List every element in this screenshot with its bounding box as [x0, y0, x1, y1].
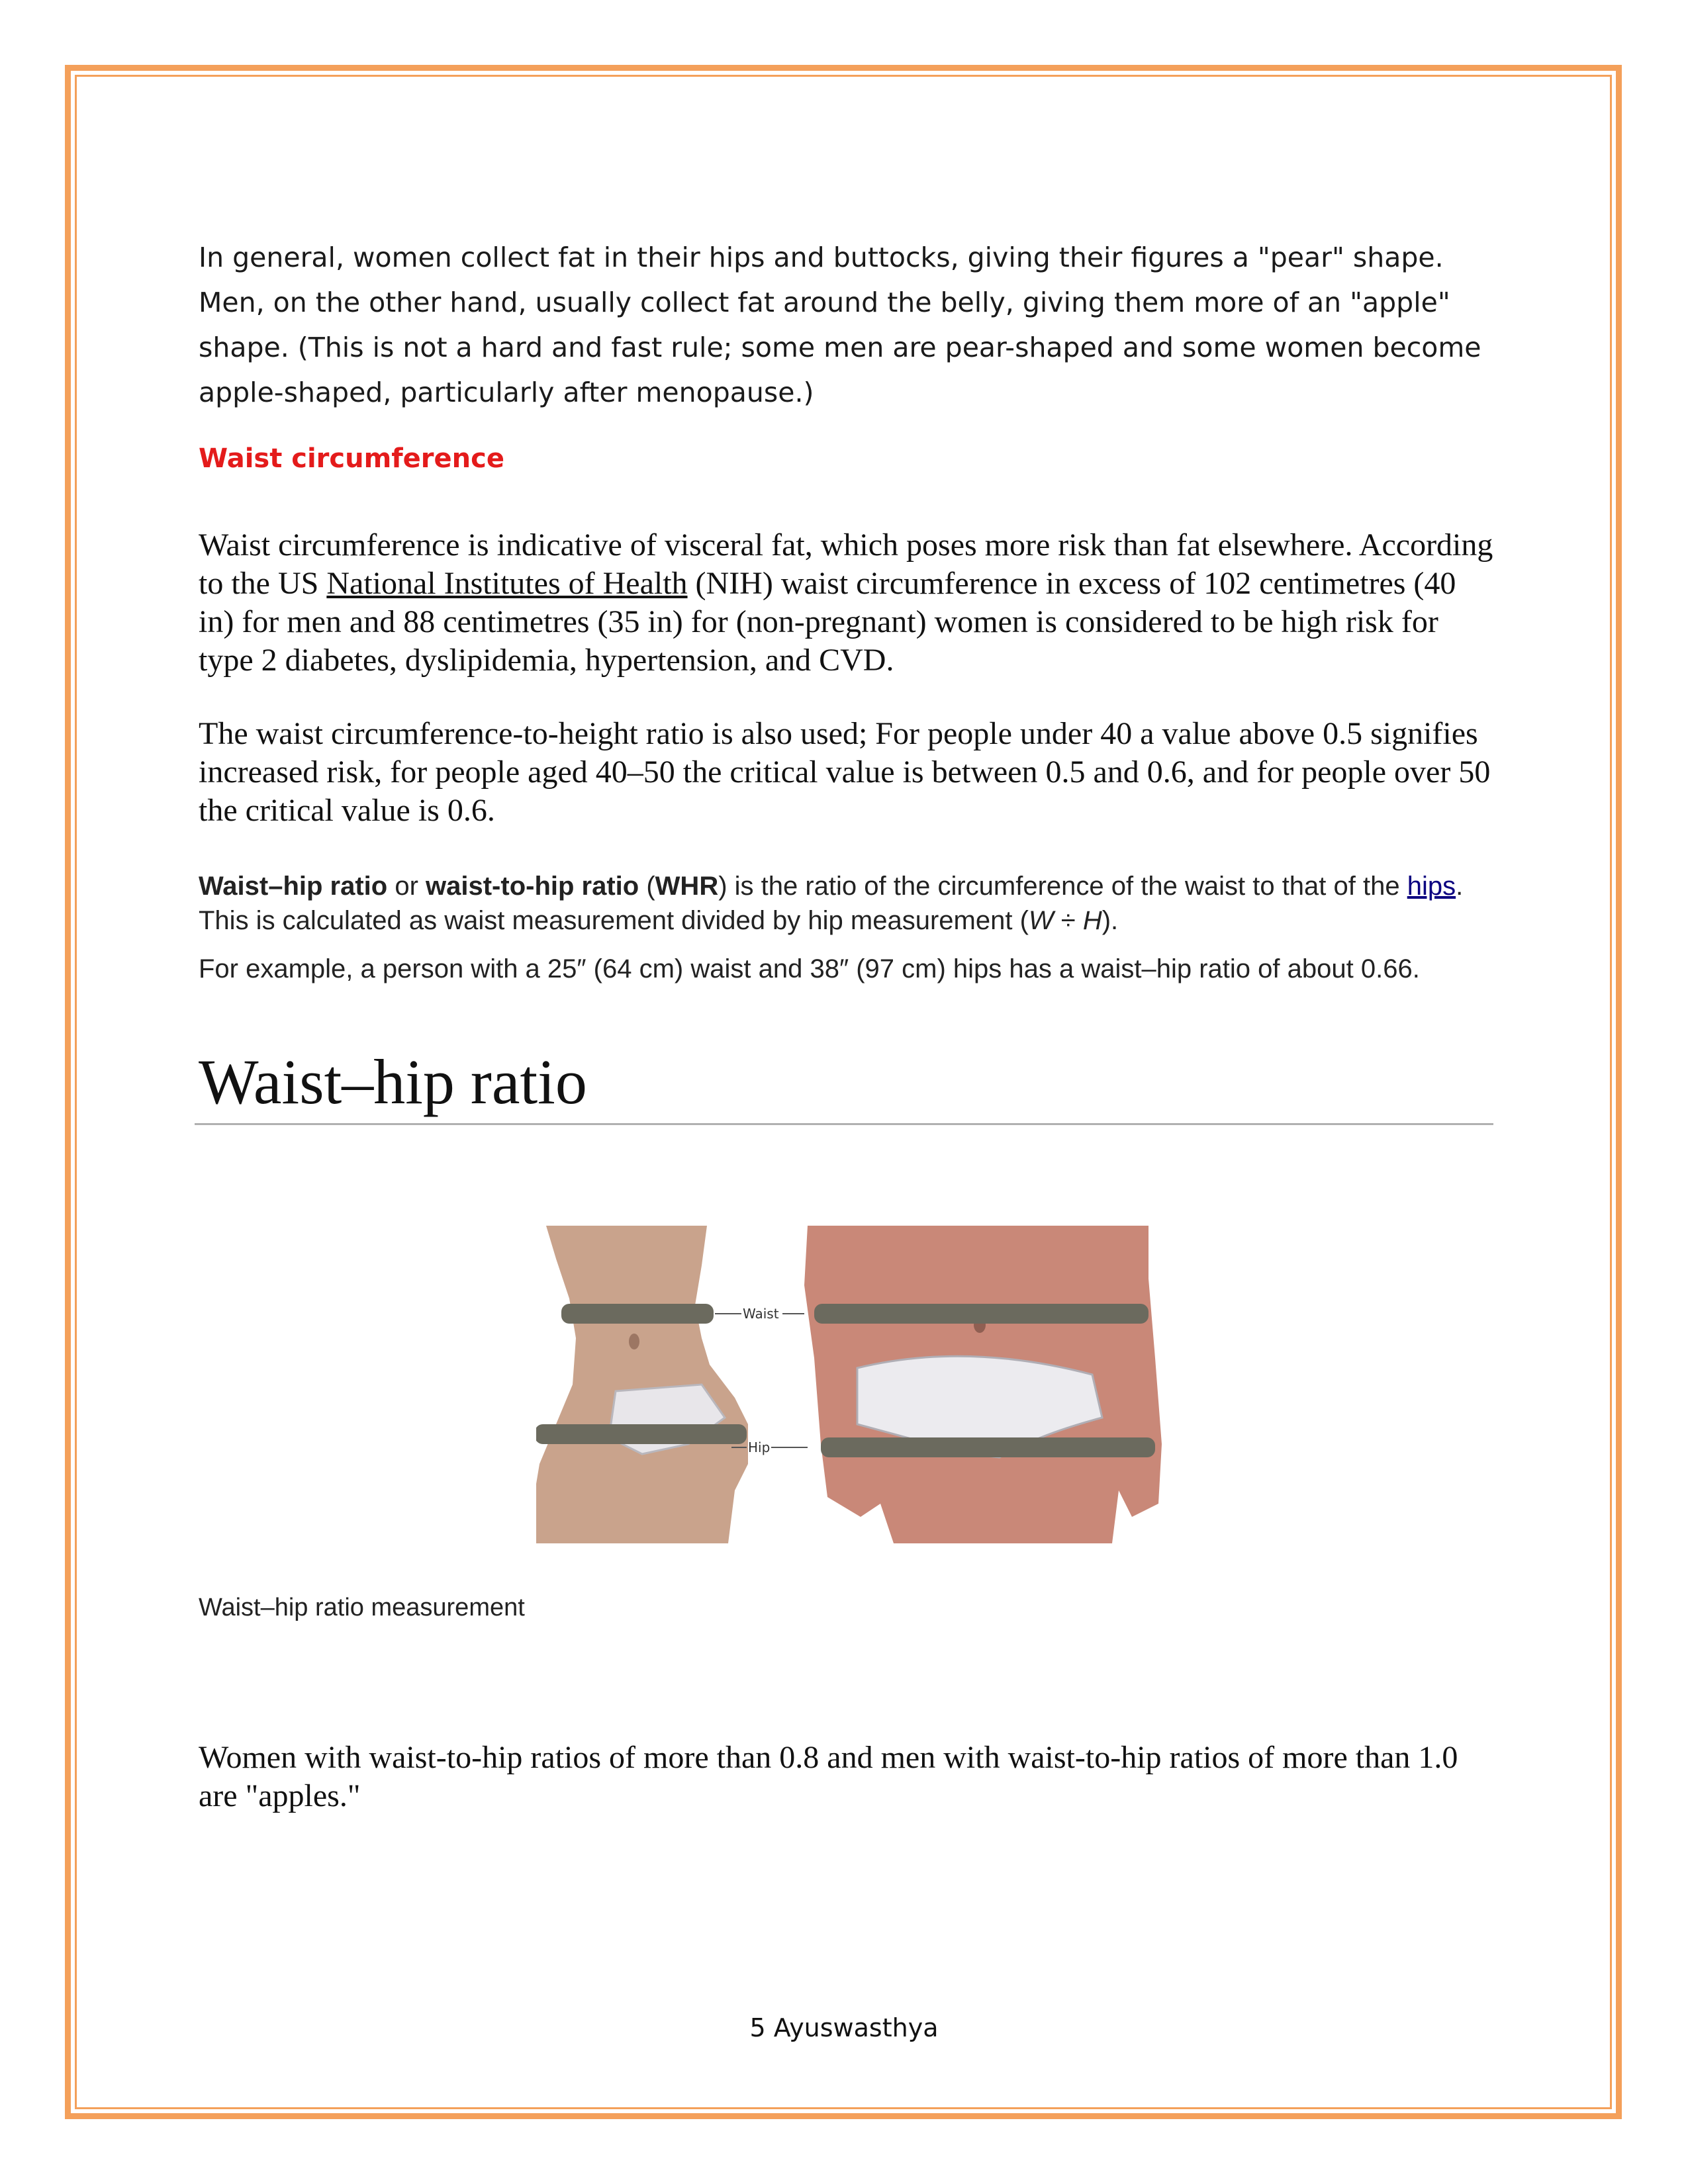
- waist-p1-text-before: Waist circumference is indicative of visceral fat, which poses more risk than fat elsewhere. According to the US: [199, 527, 1493, 601]
- waist-paragraph-2: The waist circumference-to-height ratio is also used; For people under 40 a value above 0.5 signifies increased risk, for people aged 40–50 the critical value is between 0.5 and 0.6, and for people over 50 the critical value is 0.6.: [199, 716, 1491, 828]
- waist-paragraph-1: [199, 526, 1496, 680]
- intro-paragraph: In general, women collect fat in their hips and buttocks, giving their figures a "pear" shape. Men, on the other hand, usually collect fat around the belly, giving them more of an "apple" shape. (This is not a hard and fast rule; some men are pear-shaped and some women become apple-shaped, particularly after menopause.): [199, 242, 1481, 408]
- apples-paragraph: Women with waist-to-hip ratios of more than 0.8 and men with waist-to-hip ratios of more than 1.0 are "apples.": [199, 1740, 1458, 1813]
- whr-example-paragraph: For example, a person with a 25″ (64 cm) waist and 38″ (97 cm) hips has a waist–hip ratio of about 0.66.: [199, 954, 1420, 983]
- formula-w: W: [1028, 906, 1054, 935]
- waist-hip-figure: [536, 1226, 1350, 1543]
- heading-rule: [195, 1123, 1493, 1125]
- waist-circumference-heading: Waist circumference: [199, 443, 504, 474]
- section-heading: Waist–hip ratio: [199, 1046, 587, 1117]
- hip-label: Hip: [748, 1439, 771, 1455]
- hips-link[interactable]: hips: [1407, 872, 1456, 901]
- formula-h: H: [1082, 906, 1102, 935]
- whr-definition-paragraph: [199, 869, 1496, 938]
- waist-label: Waist: [743, 1306, 779, 1322]
- figure-caption: Waist–hip ratio measurement: [199, 1594, 525, 1621]
- whr-after-text: . This is calculated as waist measurement divided by hip measurement (: [199, 872, 1464, 935]
- whr-paren: (: [639, 872, 655, 901]
- apple-torso-image: [804, 1226, 1162, 1543]
- nih-link[interactable]: National Institutes of Health: [326, 566, 688, 601]
- waist-hip-illustration: [536, 1226, 1350, 1543]
- whr-close: ).: [1102, 906, 1119, 935]
- formula-op: ÷: [1053, 906, 1083, 935]
- whr-term: Waist–hip ratio: [199, 872, 388, 901]
- whr-mid-text: ) is the ratio of the circumference of the waist to that of the: [718, 872, 1407, 901]
- whr-abbr: WHR: [655, 872, 719, 901]
- whr-or: or: [387, 872, 426, 901]
- whr-term-alt: waist-to-hip ratio: [426, 872, 639, 901]
- page-footer: 5 Ayuswasthya: [749, 2013, 939, 2042]
- waist-p1-text-after: (NIH) waist circumference in excess of 102 centimetres (40 in) for men and 88 centimetres (35 in) for (non-pregnant) women is considered to be high risk for type 2 diabetes, dyslipidemia, hypertension, and CVD.: [199, 566, 1456, 678]
- pear-torso-image: [536, 1226, 748, 1543]
